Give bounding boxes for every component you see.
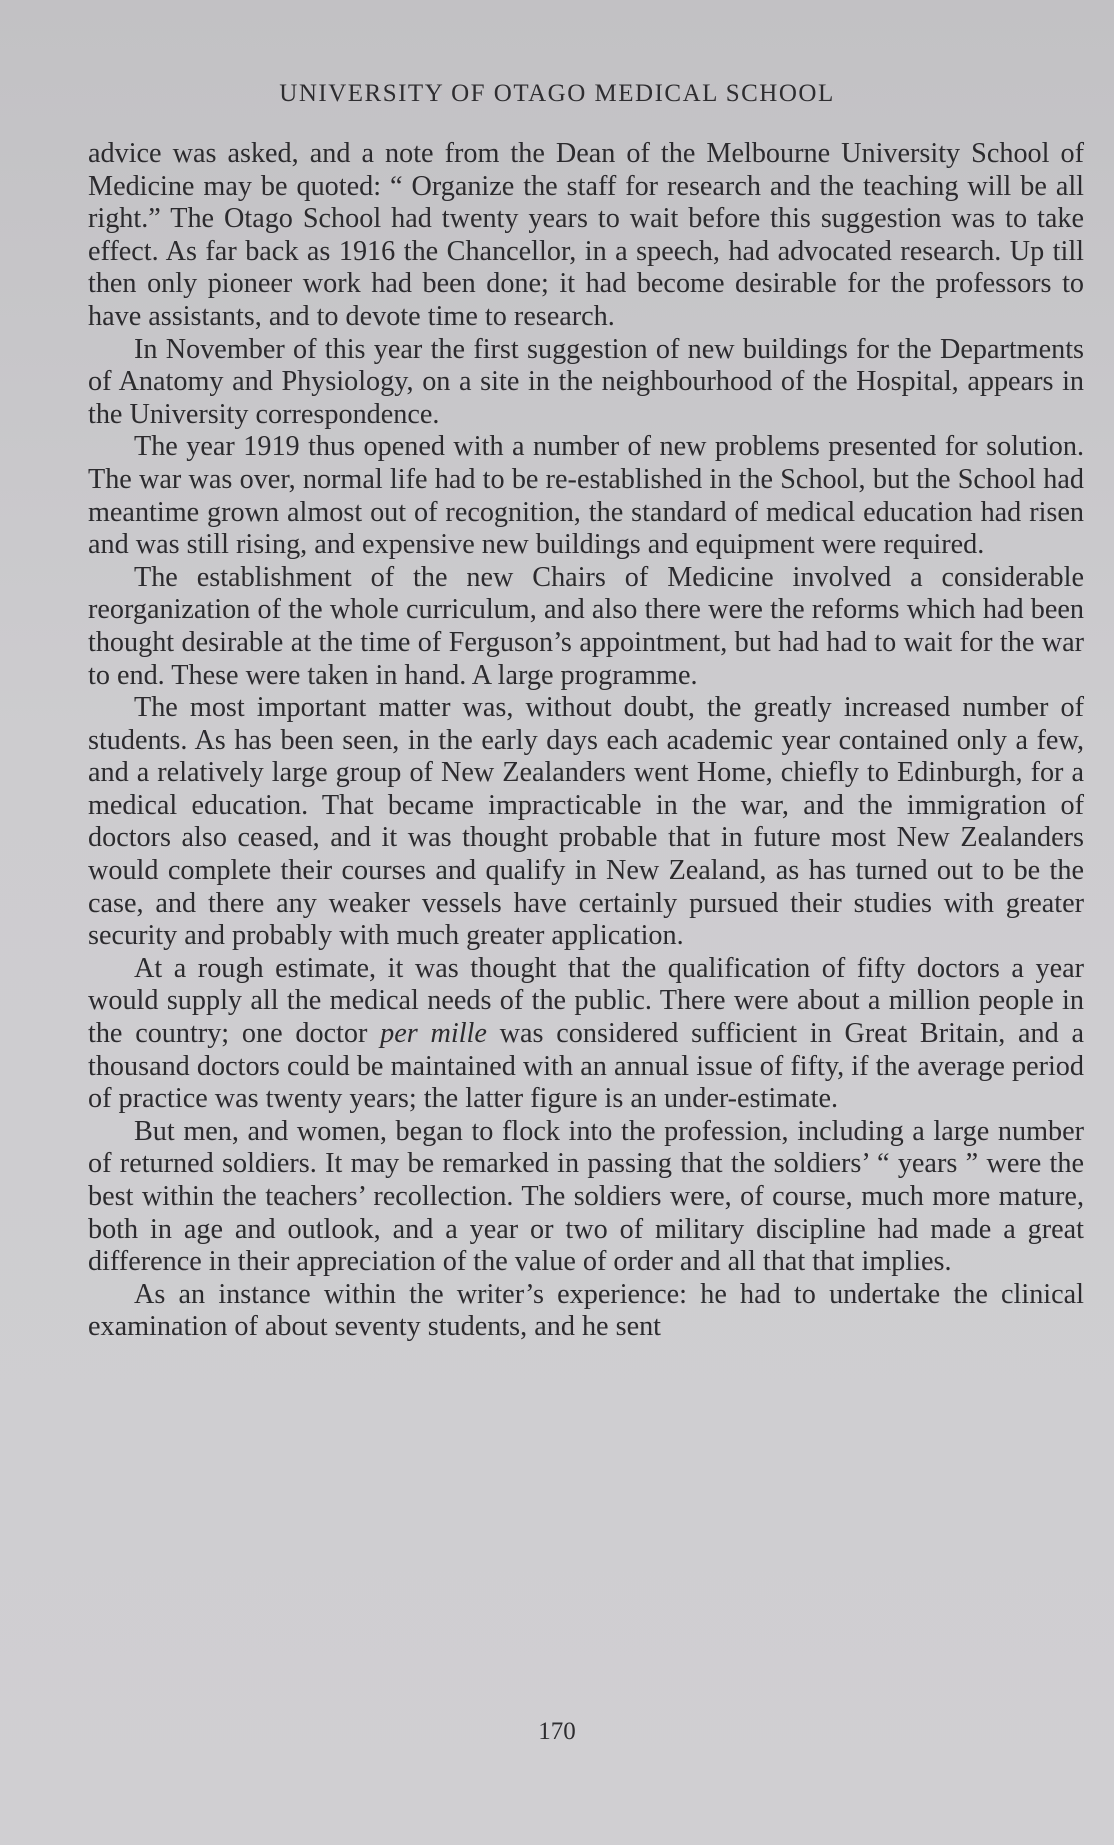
paragraph: In November of this year the first suggestion of new buildings for the Departments of Anatomy and Physiology, on a site in the neighbourhood of the Hospital, appears in the University correspondence.: [88, 333, 1084, 430]
running-head: UNIVERSITY OF OTAGO MEDICAL SCHOOL: [279, 80, 835, 107]
paragraph-with-italic: [88, 953, 1084, 1116]
paragraph: As an instance within the writer’s experience: he had to undertake the clinical examination of about seventy students, and he sent: [88, 1278, 1084, 1343]
paragraph: The year 1919 thus opened with a number of new problems presented for solution. The war was over, normal life had to be re-established in the School, but the School had meantime grown almost out of recognition, the standard of medical education had risen and was still rising, and expensive new buildings and equipment were required.: [88, 431, 1084, 561]
paragraph-continued: advice was asked, and a note from the Dean of the Melbourne University School of Medicine may be quoted: “ Organize the staff for research and the teaching will be all right.” The Otago School had twenty years to wait before this suggestion was to take effect. As far back as 1916 the Chancellor, in a speech, had advocated research. Up till then only pioneer work had been done; it had become desirable for the professors to have assistants, and to devote time to research.: [88, 138, 1084, 332]
body-text: [88, 138, 1084, 1344]
text-span: was considered sufficient in Great Britain, and a thousand doctors could be maintained with an annual issue of fifty, if the average period of practice was twenty years; the latter figure is an under-estimate.: [88, 1018, 1084, 1115]
paragraph: But men, and women, began to flock into the profession, including a large number of returned soldiers. It may be remarked in passing that the soldiers’ “ years ” were the best within the teachers’ recollection. The soldiers were, of course, much more mature, both in age and outlook, and a year or two of military discipline had made a great difference in their appreciation of the value of order and all that that implies.: [88, 1115, 1084, 1278]
text-span: At a rough estimate, it was thought that the qualification of fifty doctors a year would supply all the medical needs of the public. There were about a million people in the country; one doctor: [88, 952, 1084, 1050]
paragraph: The most important matter was, without doubt, the greatly increased number of students. As has been seen, in the early days each academic year contained only a few, and a relatively large group of New Zealanders went Home, chiefly to Edinburgh, for a medical education. That became impracticable in the war, and the immigration of doctors also ceased, and it was thought probable that in future most New Zealanders would complete their courses and qualify in New Zealand, as has turned out to be the case, and there any weaker vessels have certainly pursued their studies with greater security and probably with much greater application.: [88, 692, 1084, 952]
paragraph: The establishment of the new Chairs of Medicine involved a considerable reorganization of the whole curriculum, and also there were the reforms which had been thought desirable at the time of Ferguson’s appointment, but had had to wait for the war to end. These were taken in hand. A large programme.: [88, 561, 1084, 691]
italic-phrase: per mille: [380, 1018, 487, 1050]
page-number: 170: [538, 1718, 576, 1745]
